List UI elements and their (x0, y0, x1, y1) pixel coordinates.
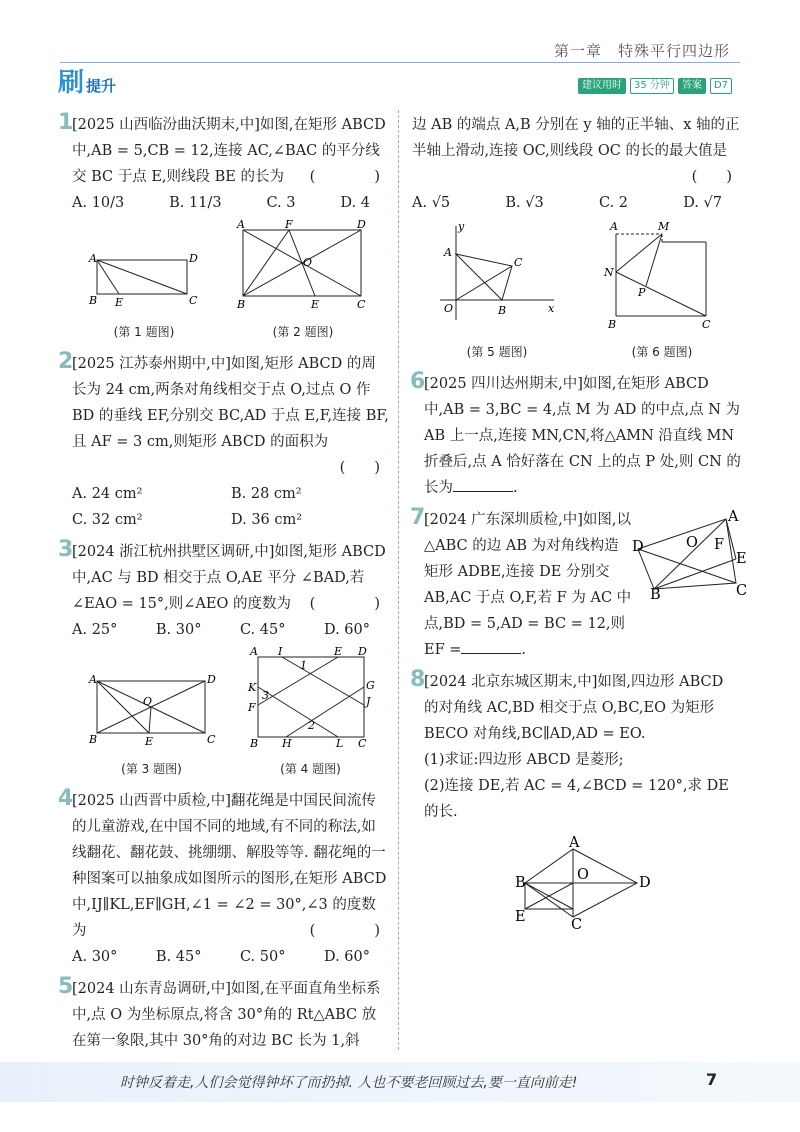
question-number: 7 (410, 505, 426, 530)
option-a: A. 10/3 (72, 195, 125, 211)
figure-caption: (第 4 题图) (280, 762, 341, 776)
svg-text:D: D (206, 673, 216, 686)
question-text: [2024 浙江杭州拱墅区调研,中]如图,矩形 ABCD 中,AC 与 BD 相交于点 O,AE 平分 ∠BAD,若∠EAO = 15°,则∠AEO 的度数为 (72, 544, 386, 612)
option-c: C. 45° (239, 622, 286, 638)
option-a: A. 25° (72, 622, 118, 638)
svg-text:G: G (365, 679, 375, 692)
option-a: A. 30° (72, 949, 118, 965)
svg-text:D: D (357, 645, 367, 658)
option-d: D. 4 (340, 195, 370, 211)
option-a: A. √5 (412, 195, 451, 211)
part-2: (2)连接 DE,若 AC = 4,∠BCD = 120°,求 DE 的长. (424, 778, 729, 820)
question-5 (60, 976, 390, 1054)
figure-8 (424, 835, 742, 933)
question-text: [2024 北京东城区期末,中]如图,四边形 ABCD 的对角线 AC,BD 相交于点 O,BC,EO 为矩形 BECO 对角线,BC∥AD,AD = EO. (424, 674, 724, 742)
answer-blank (453, 491, 513, 492)
brand-sub: 提升 (86, 77, 117, 95)
svg-text:C: C (189, 294, 198, 307)
question-1 (60, 112, 390, 345)
svg-text:A: A (728, 509, 739, 525)
svg-text:C: C (357, 737, 366, 750)
svg-text:C: C (702, 318, 711, 331)
right-column (410, 112, 748, 937)
svg-text:3: 3 (261, 689, 269, 702)
option-c: C. 50° (239, 949, 286, 965)
question-text: [2025 四川达州期末,中]如图,在矩形 ABCD 中,AB = 3,BC = 4,点 M 为 AD 的中点,点 N 为 AB 上一点,连接 MN,CN,将△AMN 沿直线 MN 折叠后,点 A 恰好落在 CN 上的点 P 处,则 CN 的长为 (424, 376, 741, 496)
svg-text:O: O (577, 867, 589, 883)
options (72, 481, 390, 533)
answer-bracket: ( ) (339, 460, 380, 476)
svg-text:2: 2 (307, 719, 315, 732)
svg-text:C: C (571, 917, 583, 933)
footer-motto: 时钟反着走,人们会觉得钟坏了而扔掉. 人也不要老回顾过去,要一直向前走! (120, 1075, 578, 1091)
options (72, 944, 390, 970)
svg-text:B: B (237, 298, 246, 311)
svg-text:B: B (608, 318, 617, 331)
option-d: D. 60° (323, 622, 370, 638)
svg-text:y: y (458, 220, 465, 233)
answer-bracket: ( ) (309, 596, 390, 612)
option-b: B. √3 (505, 195, 544, 211)
svg-text:F: F (247, 701, 256, 714)
svg-text:F: F (714, 537, 725, 553)
svg-text:B: B (498, 304, 507, 317)
time-label-tag: 建议用时 (578, 78, 626, 94)
part-1: (1)求证:四边形 ABCD 是菱形; (424, 752, 624, 768)
option-c: C. 2 (598, 195, 628, 211)
svg-text:H: H (281, 737, 292, 750)
question-5-continued (412, 112, 742, 365)
svg-text:A: A (89, 252, 97, 265)
svg-text:B: B (249, 737, 258, 750)
svg-text:O: O (686, 535, 698, 551)
svg-text:O: O (142, 695, 152, 708)
question-2 (60, 351, 390, 533)
figure-caption: (第 1 题图) (113, 325, 175, 339)
figure-1 (89, 250, 199, 345)
question-4 (60, 788, 390, 970)
question-text: [2025 山西临汾曲沃期末,中]如图,在矩形 ABCD 中,AB = 5,CB = 12,连接 AC,∠BAC 的平分线交 BC 于点 E,则线段 BE 的长为 (72, 117, 386, 185)
svg-text:M: M (658, 220, 670, 233)
question-number: 6 (410, 369, 426, 394)
svg-text:B: B (88, 733, 97, 746)
brand-mark: 刷 (58, 68, 85, 98)
meta-tags (578, 78, 732, 94)
figure-8-diagram (513, 835, 653, 933)
figure-6 (602, 220, 722, 365)
option-b: B. 45° (155, 949, 202, 965)
question-text-cont: 边 AB 的端点 A,B 分别在 y 轴的正半轴、x 轴的正半轴上滑动,连接 OC,则线段 OC 的长的最大值是 (412, 117, 740, 159)
figure-2 (233, 220, 373, 345)
answer-bracket-line (72, 455, 390, 481)
figure-caption: (第 3 题图) (121, 762, 182, 776)
question-8 (412, 669, 742, 931)
answer-bracket: ( ) (309, 923, 390, 939)
question-number: 4 (58, 786, 74, 811)
options (72, 190, 390, 216)
question-number: 3 (58, 537, 74, 562)
figure-1-diagram (89, 250, 199, 310)
question-text: [2024 广东深圳质检,中]如图,以△ABC 的边 AB 为对角线构造矩形 ADBE,连接 DE 分别交 AB,AC 于点 O,F,若 F 为 AC 中点,BD = 5,AD = BC = 12,则 EF = (424, 512, 632, 658)
svg-text:C: C (357, 298, 366, 311)
svg-text:E: E (333, 645, 342, 658)
figure-row (412, 220, 742, 365)
option-d: D. 36 cm² (231, 512, 303, 528)
time-tag: 35 分钟 (630, 78, 674, 94)
svg-text:F: F (285, 218, 293, 231)
question-7 (410, 505, 748, 663)
svg-text:D: D (632, 539, 644, 555)
header-rule (60, 62, 740, 63)
svg-text:O: O (444, 302, 454, 315)
chapter-title: 第一章 特殊平行四边形 (553, 42, 730, 60)
svg-text:A: A (610, 220, 618, 233)
figure-5 (432, 220, 562, 365)
question-number: 8 (410, 667, 426, 692)
figure-4 (246, 647, 376, 782)
svg-text:J: J (365, 695, 370, 708)
figure-caption: (第 5 题图) (466, 345, 528, 359)
option-d: D. √7 (683, 195, 722, 211)
svg-text:A: A (88, 673, 97, 686)
answer-bracket-line (412, 164, 742, 190)
question-text: [2025 江苏泰州期中,中]如图,矩形 ABCD 的周长为 24 cm,两条对角线相交于点 O,过点 O 作 BD 的垂线 EF,分别交 BC,AD 于点 E,F,连接 BF,且 AF = 3 cm,则矩形 ABCD 的面积为 (72, 356, 389, 450)
svg-text:A: A (444, 246, 452, 259)
page-number: 7 (706, 1070, 718, 1089)
answer-page-tag: D7 (710, 78, 732, 94)
svg-text:O: O (303, 256, 313, 269)
figure-3-diagram (87, 673, 217, 747)
left-column (60, 112, 390, 1060)
question-tail: . (513, 480, 518, 496)
question-6 (412, 371, 742, 501)
question-text: [2024 山东青岛调研,中]如图,在平面直角坐标系中,点 O 为坐标原点,将含 30°角的 Rt△ABC 放在第一象限,其中 30°角的对边 BC 长为 1,斜 (72, 981, 381, 1049)
svg-text:K: K (247, 681, 256, 694)
figure-2-diagram (233, 220, 373, 310)
svg-text:E: E (736, 551, 747, 567)
answer-bracket: ( ) (691, 169, 732, 185)
options (412, 190, 742, 216)
question-tail: . (521, 642, 527, 658)
svg-text:E: E (515, 909, 526, 925)
option-b: B. 30° (155, 622, 202, 638)
svg-text:D: D (189, 252, 198, 265)
svg-text:D: D (357, 218, 366, 231)
svg-text:C: C (514, 256, 523, 269)
question-number: 5 (58, 974, 74, 999)
svg-text:I: I (277, 645, 282, 658)
option-b: B. 28 cm² (231, 486, 302, 502)
figure-row (72, 220, 390, 345)
svg-text:B: B (515, 875, 526, 891)
question-number: 1 (58, 110, 74, 135)
figure-4-diagram (246, 645, 376, 750)
column-divider (398, 110, 399, 1050)
options (72, 617, 390, 643)
svg-text:B: B (89, 294, 98, 307)
figure-caption: (第 2 题图) (272, 325, 334, 339)
svg-text:E: E (311, 298, 320, 311)
svg-text:C: C (206, 733, 215, 746)
svg-text:x: x (548, 302, 555, 315)
svg-text:N: N (604, 266, 614, 279)
svg-text:A: A (237, 218, 245, 231)
answer-tag: 答案 (678, 78, 706, 94)
answer-bracket: ( ) (309, 169, 390, 185)
figure-7-diagram (632, 509, 748, 603)
option-a: A. 24 cm² (72, 486, 143, 502)
figure-caption: (第 6 题图) (631, 345, 693, 359)
brand-logo (58, 62, 116, 99)
svg-text:D: D (639, 875, 651, 891)
svg-text:P: P (638, 286, 646, 299)
svg-text:B: B (650, 587, 661, 603)
svg-text:L: L (335, 737, 343, 750)
svg-text:C: C (736, 583, 748, 599)
svg-text:E: E (144, 735, 153, 748)
answer-blank (461, 653, 521, 654)
figure-row (72, 647, 390, 782)
option-c: C. 3 (266, 195, 296, 211)
option-b: B. 11/3 (169, 195, 222, 211)
figure-6-diagram (602, 220, 722, 330)
question-3 (60, 539, 390, 782)
figure-3 (87, 673, 217, 782)
figure-5-diagram (432, 220, 562, 330)
option-c: C. 32 cm² (72, 512, 143, 528)
svg-text:E: E (115, 296, 124, 309)
question-text: [2025 山西晋中质检,中]翻花绳是中国民间流传的儿童游戏,在中国不同的地域,有不同的称法,如线翻花、翻花鼓、挑绷绷、解股等等. 翻花绳的一种图案可以抽象成如图所示的图形,在矩形 ABCD 中,IJ∥KL,EF∥GH,∠1 = ∠2 = 30°,∠3 的度数为 (72, 793, 387, 939)
option-d: D. 60° (323, 949, 370, 965)
question-number: 2 (58, 349, 74, 374)
svg-text:1: 1 (299, 659, 307, 672)
svg-text:A: A (249, 645, 258, 658)
svg-text:A: A (569, 835, 580, 851)
